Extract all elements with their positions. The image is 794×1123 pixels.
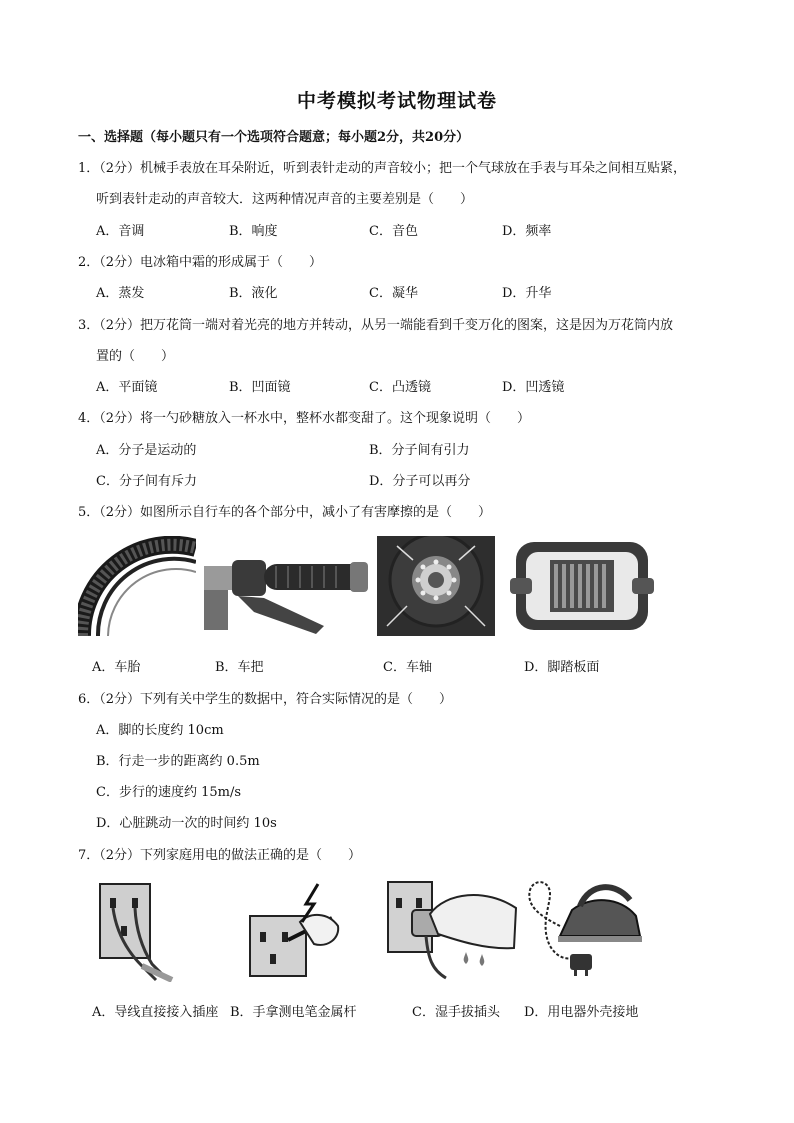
bicycle-pedal-image xyxy=(510,536,654,636)
question-2-line-1: 2．（2分）电冰箱中霜的形成属于（ ） xyxy=(78,255,323,270)
q3-option-a[interactable]: A．平面镜 xyxy=(96,380,158,395)
q1-option-b[interactable]: B．响度 xyxy=(229,224,278,239)
q4-option-d[interactable]: D．分子可以再分 xyxy=(369,474,471,489)
q7-option-d[interactable]: D．用电器外壳接地 xyxy=(524,1005,639,1020)
question-3-line-2: 置的（ ） xyxy=(96,349,175,364)
q2-option-b[interactable]: B．液化 xyxy=(229,286,278,301)
q5-option-b[interactable]: B．车把 xyxy=(215,660,264,675)
q6-option-b[interactable]: B．行走一步的距离约 0.5m xyxy=(96,754,260,769)
section-heading: 一、选择题（每小题只有一个选项符合题意；每小题2分，共20分） xyxy=(78,130,470,145)
q6-option-c[interactable]: C．步行的速度约 15m/s xyxy=(96,785,241,800)
question-5-line-1: 5．（2分）如图所示自行车的各个部分中，减小了有害摩擦的是（ ） xyxy=(78,505,492,520)
q1-option-c[interactable]: C．音色 xyxy=(369,224,418,239)
q4-option-a[interactable]: A．分子是运动的 xyxy=(96,443,197,458)
hand-electric-tester-image xyxy=(248,882,344,978)
q7-option-a[interactable]: A．导线直接接入插座 xyxy=(92,1005,219,1020)
q4-option-b[interactable]: B．分子间有引力 xyxy=(369,443,470,458)
bicycle-tire-image xyxy=(78,536,196,636)
q7-option-b[interactable]: B．手拿测电笔金属杆 xyxy=(230,1005,357,1020)
q1-option-d[interactable]: D．频率 xyxy=(502,224,552,239)
question-4-line-1: 4．（2分）将一勺砂糖放入一杯水中，整杯水都变甜了。这个现象说明（ ） xyxy=(78,411,531,426)
grounded-iron-image xyxy=(520,876,644,978)
question-7-line-1: 7．（2分）下列家庭用电的做法正确的是（ ） xyxy=(78,848,362,863)
question-1-line-1: 1．（2分）机械手表放在耳朵附近，听到表针走动的声音较小；把一个气球放在手表与耳朵之间相互贴紧， xyxy=(78,161,687,176)
question-3-line-1: 3．（2分）把万花筒一端对着光亮的地方并转动，从另一端能看到千变万化的图案，这是因为万花筒内放 xyxy=(78,318,674,333)
q6-option-d[interactable]: D．心脏跳动一次的时间约 10s xyxy=(96,816,277,831)
wires-in-socket-image xyxy=(96,880,176,982)
q3-option-c[interactable]: C．凸透镜 xyxy=(369,380,431,395)
q4-option-c[interactable]: C．分子间有斥力 xyxy=(96,474,197,489)
q2-option-a[interactable]: A．蒸发 xyxy=(96,286,145,301)
bicycle-handlebar-image xyxy=(204,556,370,636)
q3-option-d[interactable]: D．凹透镜 xyxy=(502,380,565,395)
bicycle-axle-image xyxy=(377,536,495,636)
question-6-line-1: 6．（2分）下列有关中学生的数据中，符合实际情况的是（ ） xyxy=(78,692,453,707)
wet-hand-plug-image xyxy=(386,878,520,980)
q5-option-a[interactable]: A．车胎 xyxy=(92,660,141,675)
q5-option-d[interactable]: D．脚踏板面 xyxy=(524,660,600,675)
page-title: 中考模拟考试物理试卷 xyxy=(296,90,497,112)
q5-option-c[interactable]: C．车轴 xyxy=(383,660,432,675)
q6-option-a[interactable]: A．脚的长度约 10cm xyxy=(96,723,224,738)
question-1-line-2: 听到表针走动的声音较大．这两种情况声音的主要差别是（ ） xyxy=(96,192,474,207)
q2-option-c[interactable]: C．凝华 xyxy=(369,286,418,301)
q1-option-a[interactable]: A．音调 xyxy=(96,224,145,239)
q3-option-b[interactable]: B．凹面镜 xyxy=(229,380,291,395)
q7-option-c[interactable]: C．湿手拔插头 xyxy=(412,1005,500,1020)
q2-option-d[interactable]: D．升华 xyxy=(502,286,552,301)
